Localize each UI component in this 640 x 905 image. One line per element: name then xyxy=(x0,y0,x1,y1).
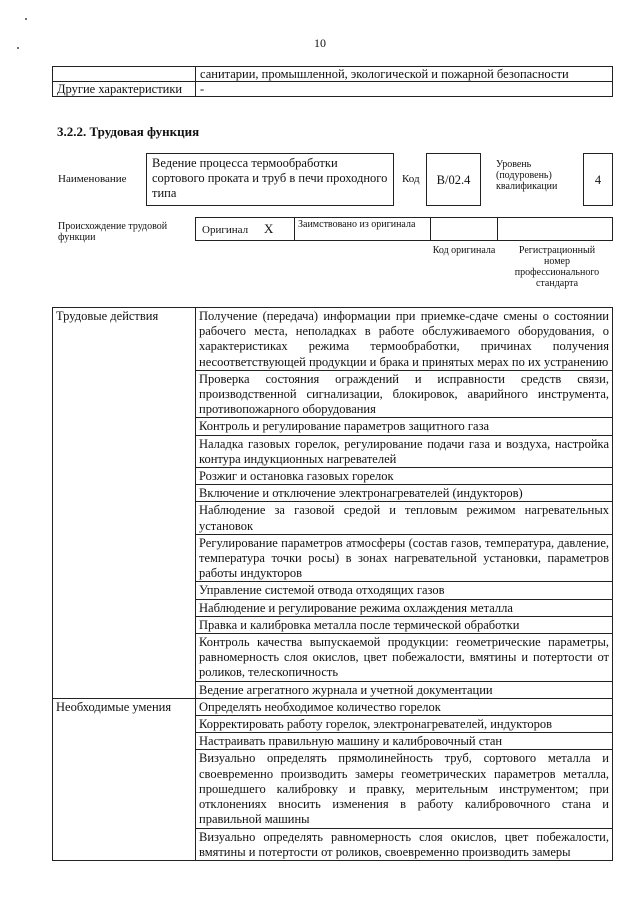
table-row xyxy=(53,82,613,97)
skills-label: Необходимые умения xyxy=(53,698,196,860)
table-cell-value: санитарии, промышленной, экологической и пожарной безопасности xyxy=(196,67,613,82)
labor-action-item: Включение и отключение электронагревателей (индукторов) xyxy=(196,485,613,502)
skill-item: Определять необходимое количество горелок xyxy=(196,698,613,715)
labor-action-item: Наладка газовых горелок, регулирование подачи газа и воздуха, настройка контура индукционных нагревателей xyxy=(196,435,613,467)
scan-speck xyxy=(25,18,27,20)
table-cell-label: Другие характеристики xyxy=(53,82,196,97)
divider xyxy=(430,217,431,241)
labor-action-item: Ведение агрегатного журнала и учетной документации xyxy=(196,681,613,698)
code-original-caption: Код оригинала xyxy=(432,245,496,256)
table-row xyxy=(53,67,613,82)
labor-action-item: Регулирование параметров атмосферы (состав газов, температура, давление, температура точки росы) в зонах нагревательной установки, параметров работы индукторов xyxy=(196,534,613,582)
top-table xyxy=(52,66,613,97)
divider xyxy=(497,217,498,241)
divider xyxy=(294,217,295,241)
page-number: 10 xyxy=(314,36,326,50)
code-value-box: B/02.4 xyxy=(426,153,481,206)
skill-item: Визуально определять равномерность слоя окислов, цвет побежалости, вмятины и потертости от роликов, своевременно производить замеры xyxy=(196,828,613,860)
borrowed-label: Заимствовано из оригинала xyxy=(298,219,416,230)
table-cell-label xyxy=(53,67,196,82)
labor-actions-label: Трудовые действия xyxy=(53,308,196,699)
table-row xyxy=(53,308,613,371)
labor-action-item: Наблюдение за газовой средой и тепловым режимом нагревательных установок xyxy=(196,502,613,534)
table-cell-value: - xyxy=(196,82,613,97)
main-table xyxy=(52,307,613,861)
level-label: Уровень (подуровень) квалификации xyxy=(496,159,558,192)
level-value-box: 4 xyxy=(583,153,613,206)
labor-action-item: Правка и калибровка металла после термической обработки xyxy=(196,616,613,633)
skill-item: Корректировать работу горелок, электронагревателей, индукторов xyxy=(196,716,613,733)
code-label: Код xyxy=(402,173,420,185)
labor-action-item: Контроль и регулирование параметров защитного газа xyxy=(196,418,613,435)
labor-action-item: Получение (передача) информации при приемке-сдаче смены о состоянии рабочего места, неполадках в работе обслуживаемого оборудования, о характеристиках режима термообработки, причинах получения несоответствующей продукции и брака и принятых мерах по их устранению xyxy=(196,308,613,371)
original-label: Оригинал xyxy=(202,224,249,236)
section-title: 3.2.2. Трудовая функция xyxy=(57,124,200,139)
skill-item: Визуально определять прямолинейность труб, сортового металла и своевременно производить замеры геометрических параметров металла, прошедшего калибровку и правку, мерительным инструментом; при отклонениях вносить изменения в работу калибровочного стана и правильной машины xyxy=(196,750,613,828)
original-mark: X xyxy=(264,221,274,236)
function-name-box: Ведение процесса термообработки сортового проката и труб в печи проходного типа xyxy=(146,153,394,206)
labor-action-item: Управление системой отвода отходящих газов xyxy=(196,582,613,599)
origin-label: Происхождение трудовой функции xyxy=(58,221,168,243)
labor-action-item: Наблюдение и регулирование режима охлаждения металла xyxy=(196,599,613,616)
labor-action-item: Проверка состояния ограждений и исправности средств связи, производственной сигнализации, блокировок, аварийного инструмента, противопожарного оборудования xyxy=(196,370,613,418)
name-label: Наименование xyxy=(58,173,127,185)
skill-item: Настраивать правильную машину и калибровочный стан xyxy=(196,733,613,750)
table-row xyxy=(53,698,613,715)
labor-action-item: Контроль качества выпускаемой продукции: геометрические параметры, равномерность слоя окислов, цвет побежалости, вмятины и потертости от роликов, телескопичность xyxy=(196,634,613,682)
registration-number-caption: Регистрационный номер профессионального стандарта xyxy=(514,245,600,289)
labor-action-item: Розжиг и остановка газовых горелок xyxy=(196,468,613,485)
